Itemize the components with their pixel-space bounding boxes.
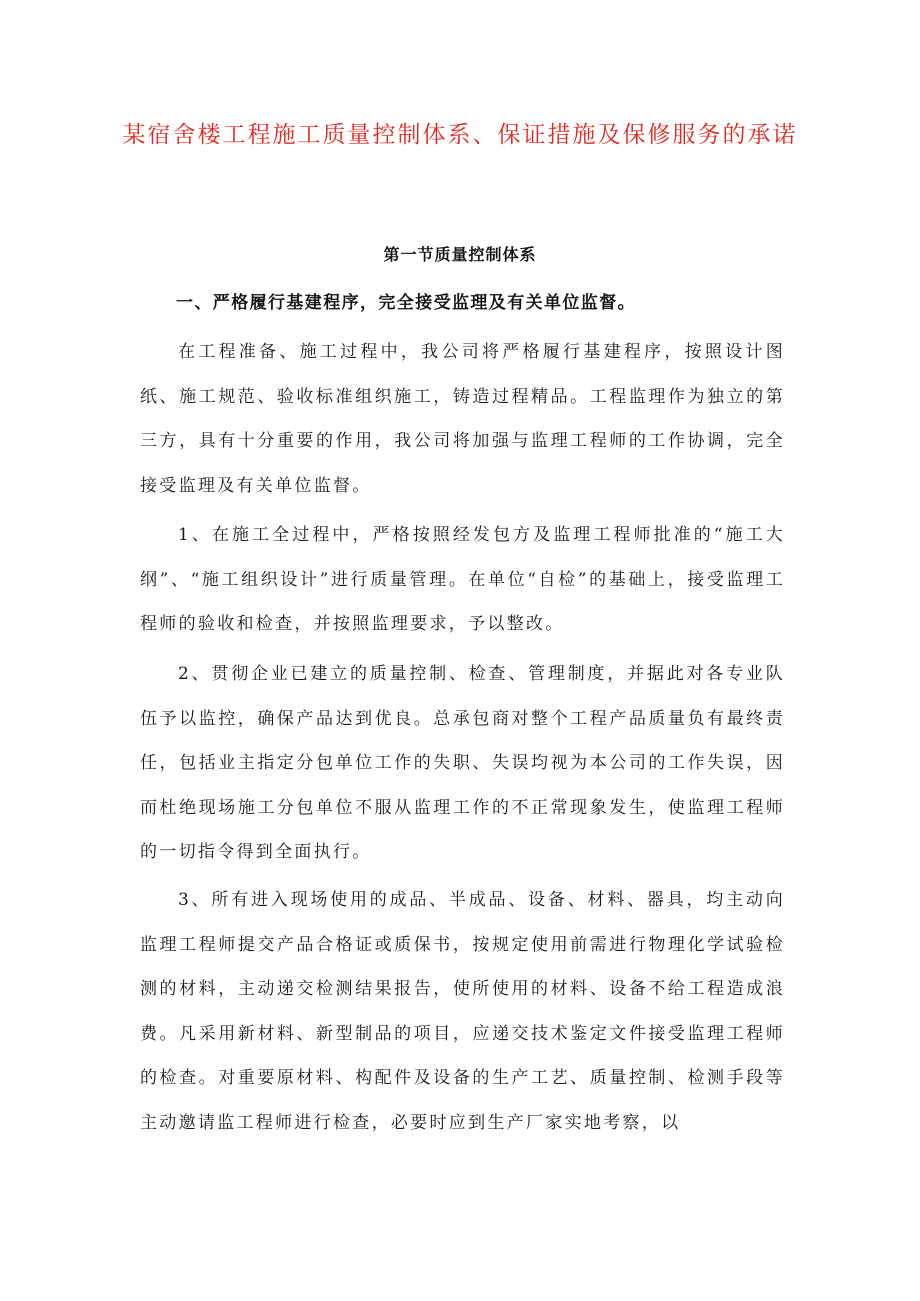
paragraph-item-3: 3、所有进入现场使用的成品、半成品、设备、材料、器具，均主动向监理工程师提交产品合格证或质保书，按规定使用前需进行物理化学试验检测的材料，主动递交检测结果报告，使所使用的材料、设备不给工程造成浪费。凡采用新材料、新型制品的项目，应递交技术鉴定文件接受监理工程师的检查。对重要原材料、构配件及设备的生产工艺、质量控制、检测手段等主动邀请监工程师进行检查，必要时应到生产厂家实地考察，以	[140, 890, 785, 1133]
document-title: 某宿舍楼工程施工质量控制体系、保证措施及保修服务的承诺	[122, 122, 798, 148]
paragraph-intro: 在工程准备、施工过程中，我公司将严格履行基建程序，按照设计图纸、施工规范、验收标准组织施工，铸造过程精品。工程监理作为独立的第三方，具有十分重要的作用，我公司将加强与监理工程师的工作协调，完全接受监理及有关单位监督。	[140, 342, 785, 496]
sub-heading: 一、严格履行基建程序，完全接受监理及有关单位监督。	[176, 293, 636, 313]
paragraph-item-2: 2、贯彻企业已建立的质量控制、检查、管理制度，并据此对各专业队伍予以监控，确保产品达到优良。总承包商对整个工程产品质量负有最终责任，包括业主指定分包单位工作的失职、失误均视为本公司的工作失误，因而杜绝现场施工分包单位不服从监理工作的不正常现象发生，使监理工程师的一切指令得到全面执行。	[140, 664, 785, 863]
section-heading: 第一节质量控制体系	[383, 245, 537, 264]
paragraph-item-1: 1、在施工全过程中，严格按照经发包方及监理工程师批准的“施工大纲”、“施工组织设计”进行质量管理。在单位“自检”的基础上，接受监理工程师的验收和检查，并按照监理要求，予以整改。	[140, 525, 785, 635]
